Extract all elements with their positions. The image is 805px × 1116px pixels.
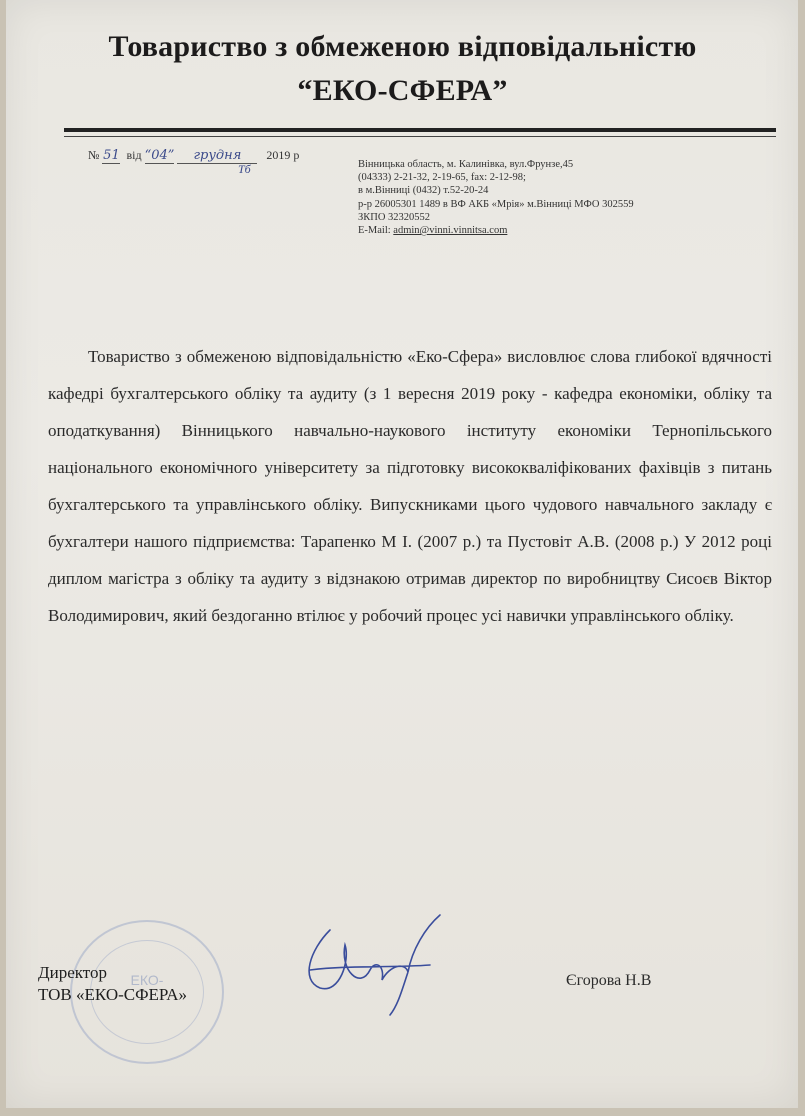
contact-zkpo: ЗКПО 32320552: [358, 211, 431, 223]
contact-vinnytsia-phone: в м.Вінниці (0432) т.52-20-24: [358, 185, 489, 197]
contact-email-row: [358, 224, 634, 237]
signatory-name: Єгорова Н.В: [566, 972, 652, 989]
ref-number-label: №: [88, 148, 100, 162]
contact-address: Вінницька область, м. Калинівка, вул.Фрунзе,45: [358, 159, 574, 170]
position-title: Директор: [38, 963, 107, 982]
contact-phones: (04333) 2-21-32, 2-19-65, fax: 2-12-98;: [358, 172, 526, 184]
ref-day: “04”: [144, 148, 175, 163]
handwritten-signature: [290, 910, 450, 1020]
letterhead-divider-thick: [64, 128, 776, 132]
ref-number-value: 51: [103, 148, 120, 163]
position-company: ТОВ «ЕКО-СФЕРА»: [38, 985, 187, 1004]
letter-body: [48, 338, 772, 634]
company-contacts: [358, 158, 634, 237]
signatory-position: [38, 962, 187, 1006]
ref-handwritten-note: Тб: [238, 162, 251, 176]
company-title-line1: Товариство з обмеженою відповідальністю: [108, 30, 697, 63]
letterhead-divider-thin: [64, 136, 776, 137]
contact-bank-account: р-р 26005301 1489 в ВФ АКБ «Мрія» м.Вінниці МФО 302559: [358, 198, 634, 210]
ref-month: грудня: [177, 148, 257, 164]
company-title-line2: “ЕКО-СФЕРА”: [297, 74, 508, 107]
ref-year: 2019 р: [266, 148, 300, 162]
email-link[interactable]: admin@vinni.vinnitsa.com: [393, 225, 508, 237]
reference-line: [88, 148, 300, 176]
letter-paragraph: Товариство з обмеженою відповідальністю «Еко-Сфера» висловлює слова глибокої вдячності кафедрі бухгалтерського обліку та аудиту (з 1 вересня 2019 року - кафедра економіки, обліку та оподаткування) Вінницького навчально-наукового інституту економіки Тернопільського національного економічного університету за підготовку висококваліфікованих фахівців з питань бухгалтерського та управлінського обліку. Випускниками цього чудового навчального закладу є бухгалтери нашого підприємства: Тарапенко М І. (2007 р.) та Пустовіт А.В. (2008 р.) У 2012 році диплом магістра з обліку та аудиту з відзнакою отримав директор по виробництву Сисоєв Віктор Володимирович, який бездоганно втілює у робочий процес усі навички управлінського обліку.: [48, 347, 772, 625]
email-label: E-Mail:: [358, 225, 391, 237]
stamp-text: ЕКО-: [130, 972, 164, 988]
ref-from-label: від: [126, 148, 142, 162]
